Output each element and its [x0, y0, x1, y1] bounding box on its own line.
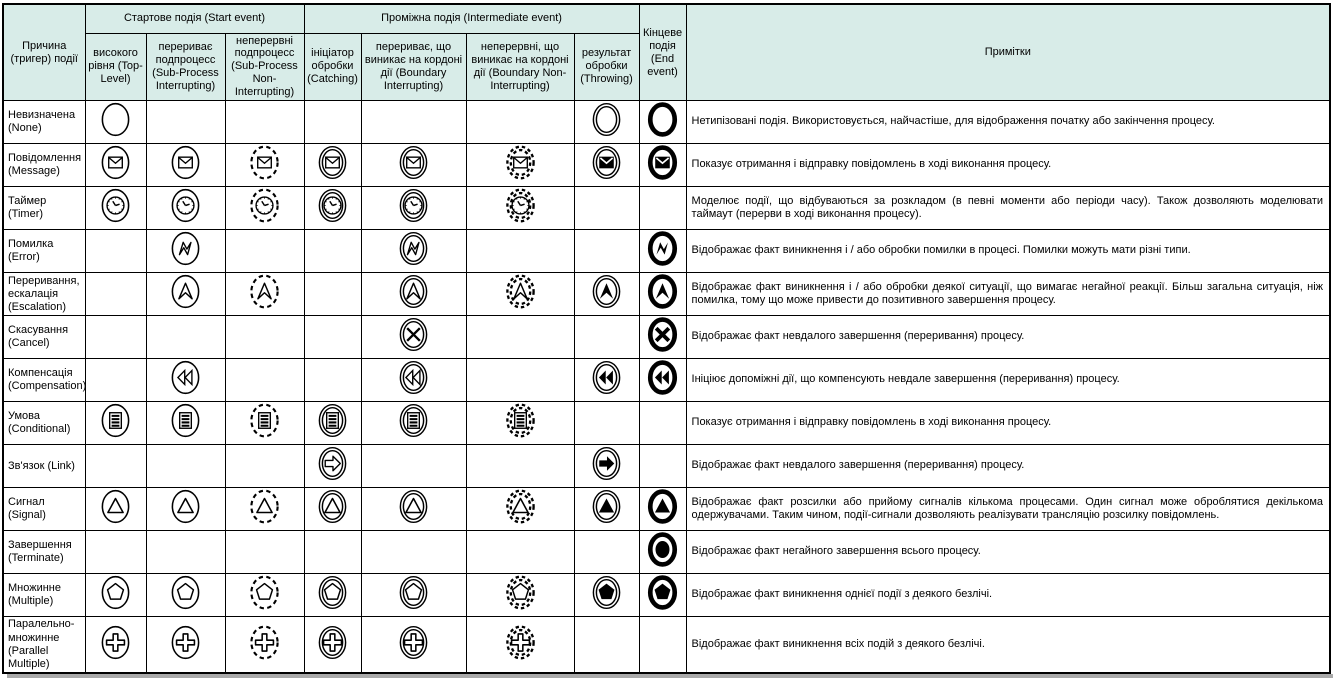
conditional-event-single-dashed-icon — [248, 402, 281, 439]
note-cell-terminate: Відображає факт негайного завершення всього процесу. — [686, 531, 1330, 574]
event-cell — [146, 316, 225, 359]
escalation-event-thick-filled-icon — [646, 273, 679, 310]
signal-event-single-icon — [99, 488, 132, 525]
event-cell — [361, 187, 466, 230]
event-cell — [146, 144, 225, 187]
event-cell — [574, 617, 639, 673]
event-cell — [466, 101, 574, 144]
event-cell — [466, 445, 574, 488]
parallel-event-double-dashed-icon — [504, 624, 537, 661]
event-cell — [225, 144, 304, 187]
event-cell — [574, 574, 639, 617]
table-header — [3, 4, 1330, 101]
event-cell — [361, 488, 466, 531]
header-catching: ініціатор обробки (Catching) — [304, 33, 361, 101]
timer-event-single-dashed-icon — [248, 187, 281, 224]
event-type-label-multiple: Множинне (Multiple) — [3, 574, 85, 617]
compensation-event-single-icon — [169, 359, 202, 396]
event-cell — [466, 144, 574, 187]
table-body — [3, 101, 1330, 673]
event-cell — [361, 445, 466, 488]
event-cell — [225, 273, 304, 316]
event-cell — [85, 101, 146, 144]
event-row-terminate — [3, 531, 1330, 574]
event-cell — [574, 273, 639, 316]
event-cell — [225, 230, 304, 273]
event-cell — [361, 402, 466, 445]
signal-event-double-icon — [316, 488, 349, 525]
event-type-label-compensation: Компенсація (Compensation) — [3, 359, 85, 402]
event-type-label-cancel: Скасування (Cancel) — [3, 316, 85, 359]
multiple-event-thick-filled-icon — [646, 574, 679, 611]
event-cell — [639, 402, 686, 445]
event-cell — [225, 101, 304, 144]
event-row-timer — [3, 187, 1330, 230]
event-cell — [146, 445, 225, 488]
event-cell — [146, 187, 225, 230]
compensation-event-double-filled-icon — [590, 359, 623, 396]
note-cell-signal: Відображає факт розсилки або прийому сигналів кількома процесами. Один сигнал може оброблятися декількома одержувачами. Таким чином, події-сигнали дозволяють реалізувати трансляцію розсилку повідомлень. — [686, 488, 1330, 531]
multiple-event-double-filled-icon — [590, 574, 623, 611]
message-event-single-dashed-icon — [248, 144, 281, 181]
link-event-double-filled-icon — [590, 445, 623, 482]
multiple-event-single-icon — [169, 574, 202, 611]
event-cell — [304, 402, 361, 445]
event-cell — [225, 617, 304, 673]
event-cell — [85, 316, 146, 359]
signal-event-single-dashed-icon — [248, 488, 281, 525]
event-cell — [466, 359, 574, 402]
event-cell — [361, 531, 466, 574]
event-cell — [466, 230, 574, 273]
timer-event-double-icon — [397, 187, 430, 224]
event-cell — [85, 531, 146, 574]
event-cell — [85, 402, 146, 445]
event-row-parallel-multiple — [3, 617, 1330, 673]
event-cell — [225, 187, 304, 230]
event-cell — [639, 101, 686, 144]
event-cell — [85, 488, 146, 531]
event-cell — [574, 488, 639, 531]
escalation-event-double-icon — [397, 273, 430, 310]
note-cell-timer: Моделює події, що відбуваються за розкладом (в певні моменти або періоди часу). Також дозволяють моделювати таймаут (перерви в ході виконання процесу). — [686, 187, 1330, 230]
event-cell — [361, 230, 466, 273]
cancel-event-double-icon — [397, 316, 430, 353]
event-row-escalation — [3, 273, 1330, 316]
note-cell-compensation: Ініціює допоміжні дії, що компенсують невдале завершення (переривання) процесу. — [686, 359, 1330, 402]
event-cell — [85, 187, 146, 230]
event-cell — [574, 144, 639, 187]
conditional-event-double-dashed-icon — [504, 402, 537, 439]
signal-event-double-icon — [397, 488, 430, 525]
event-cell — [146, 402, 225, 445]
event-cell — [304, 574, 361, 617]
event-cell — [146, 617, 225, 673]
event-cell — [466, 187, 574, 230]
event-cell — [361, 617, 466, 673]
header-sub-interrupting: перериває подпроцесс (Sub-Process Interrupting) — [146, 33, 225, 101]
header-group-start: Стартове подія (Start event) — [85, 4, 304, 33]
note-cell-cancel: Відображає факт невдалого завершення (переривання) процесу. — [686, 316, 1330, 359]
timer-event-single-icon — [169, 187, 202, 224]
event-cell — [574, 101, 639, 144]
event-cell — [574, 531, 639, 574]
event-cell — [361, 101, 466, 144]
event-cell — [304, 273, 361, 316]
message-event-single-icon — [169, 144, 202, 181]
event-cell — [225, 445, 304, 488]
signal-event-thick-filled-icon — [646, 488, 679, 525]
event-row-conditional — [3, 402, 1330, 445]
event-cell — [574, 230, 639, 273]
event-cell — [361, 574, 466, 617]
signal-event-double-filled-icon — [590, 488, 623, 525]
error-event-double-icon — [397, 230, 430, 267]
event-cell — [304, 316, 361, 359]
escalation-event-double-dashed-icon — [504, 273, 537, 310]
message-event-double-dashed-icon — [504, 144, 537, 181]
event-type-label-signal: Сигнал (Signal) — [3, 488, 85, 531]
message-event-single-icon — [99, 144, 132, 181]
escalation-event-single-icon — [169, 273, 202, 310]
event-cell — [85, 273, 146, 316]
event-cell — [225, 574, 304, 617]
note-cell-multiple: Відображає факт виникнення однієї події з деякого безлічі. — [686, 574, 1330, 617]
event-cell — [304, 101, 361, 144]
event-type-label-error: Помилка (Error) — [3, 230, 85, 273]
signal-event-double-dashed-icon — [504, 488, 537, 525]
event-type-label-message: Повідомлення (Message) — [3, 144, 85, 187]
event-cell — [466, 316, 574, 359]
multiple-event-single-dashed-icon — [248, 574, 281, 611]
conditional-event-double-icon — [316, 402, 349, 439]
event-row-none — [3, 101, 1330, 144]
event-row-error — [3, 230, 1330, 273]
event-cell — [146, 359, 225, 402]
none-event-single-icon — [99, 101, 132, 138]
event-cell — [639, 316, 686, 359]
event-cell — [85, 445, 146, 488]
note-cell-link: Відображає факт невдалого завершення (переривання) процесу. — [686, 445, 1330, 488]
event-row-link — [3, 445, 1330, 488]
none-event-thick-icon — [646, 101, 679, 138]
escalation-event-double-filled-icon — [590, 273, 623, 310]
event-cell — [574, 445, 639, 488]
event-row-signal — [3, 488, 1330, 531]
event-cell — [639, 273, 686, 316]
message-event-double-filled-icon — [590, 144, 623, 181]
event-cell — [639, 359, 686, 402]
event-cell — [574, 402, 639, 445]
terminate-event-thick-filled-icon — [646, 531, 679, 568]
parallel-event-single-icon — [169, 624, 202, 661]
event-type-label-none: Невизначена (None) — [3, 101, 85, 144]
event-cell — [304, 359, 361, 402]
conditional-event-single-icon — [99, 402, 132, 439]
note-cell-message: Показує отримання і відправку повідомлень в ході виконання процесу. — [686, 144, 1330, 187]
event-cell — [639, 574, 686, 617]
event-cell — [304, 488, 361, 531]
none-event-double-icon — [590, 101, 623, 138]
error-event-single-icon — [169, 230, 202, 267]
event-cell — [225, 359, 304, 402]
note-cell-conditional: Показує отримання і відправку повідомлень в ході виконання процесу. — [686, 402, 1330, 445]
header-boundary-non-interrupting: неперервні, що виникає на кордоні дії (Boundary Non-Interrupting) — [466, 33, 574, 101]
event-cell — [466, 488, 574, 531]
header-end: Кінцеве подія (End event) — [639, 4, 686, 101]
header-trigger: Причина (тригер) події — [3, 4, 85, 101]
event-type-label-timer: Таймер (Timer) — [3, 187, 85, 230]
event-cell — [304, 617, 361, 673]
cancel-event-thick-filled-icon — [646, 316, 679, 353]
event-cell — [225, 316, 304, 359]
message-event-thick-filled-icon — [646, 144, 679, 181]
event-cell — [466, 273, 574, 316]
event-cell — [466, 402, 574, 445]
event-cell — [304, 187, 361, 230]
error-event-thick-filled-icon — [646, 230, 679, 267]
parallel-event-single-dashed-icon — [248, 624, 281, 661]
event-row-cancel — [3, 316, 1330, 359]
parallel-event-double-icon — [397, 624, 430, 661]
event-cell — [466, 531, 574, 574]
header-throwing: результат обробки (Throwing) — [574, 33, 639, 101]
events-table — [2, 3, 1331, 674]
timer-event-double-dashed-icon — [504, 187, 537, 224]
event-cell — [361, 144, 466, 187]
event-type-label-conditional: Умова (Conditional) — [3, 402, 85, 445]
multiple-event-double-icon — [316, 574, 349, 611]
event-cell — [225, 488, 304, 531]
event-cell — [85, 144, 146, 187]
multiple-event-double-dashed-icon — [504, 574, 537, 611]
event-cell — [146, 230, 225, 273]
header-boundary-interrupting: перериває, що виникає на кордоні дії (Boundary Interrupting) — [361, 33, 466, 101]
event-cell — [85, 359, 146, 402]
event-type-label-link: Зв'язок (Link) — [3, 445, 85, 488]
event-cell — [85, 574, 146, 617]
event-type-label-parallel-multiple: Паралельно-множинне (Parallel Multiple) — [3, 617, 85, 673]
event-cell — [361, 273, 466, 316]
timer-event-double-icon — [316, 187, 349, 224]
event-cell — [466, 617, 574, 673]
event-cell — [361, 316, 466, 359]
event-cell — [361, 359, 466, 402]
event-cell — [304, 230, 361, 273]
event-cell — [85, 617, 146, 673]
event-cell — [225, 402, 304, 445]
timer-event-single-icon — [99, 187, 132, 224]
event-cell — [225, 531, 304, 574]
event-cell — [85, 230, 146, 273]
event-cell — [639, 488, 686, 531]
event-cell — [639, 187, 686, 230]
event-cell — [304, 144, 361, 187]
event-cell — [639, 445, 686, 488]
event-cell — [146, 273, 225, 316]
header-group-intermediate: Проміжна подія (Intermediate event) — [304, 4, 639, 33]
conditional-event-single-icon — [169, 402, 202, 439]
event-cell — [574, 187, 639, 230]
escalation-event-single-dashed-icon — [248, 273, 281, 310]
event-row-message — [3, 144, 1330, 187]
event-cell — [146, 101, 225, 144]
header-notes: Примітки — [686, 4, 1330, 101]
event-cell — [304, 531, 361, 574]
event-cell — [639, 617, 686, 673]
table-drop-shadow — [7, 674, 1333, 678]
note-cell-none: Нетипізовані подія. Використовується, найчастіше, для відображення початку або закінчення процесу. — [686, 101, 1330, 144]
compensation-event-thick-filled-icon — [646, 359, 679, 396]
event-cell — [639, 531, 686, 574]
link-event-double-icon — [316, 445, 349, 482]
note-cell-parallel-multiple: Відображає факт виникнення всіх подій з деякого безлічі. — [686, 617, 1330, 673]
event-row-multiple — [3, 574, 1330, 617]
signal-event-single-icon — [169, 488, 202, 525]
event-type-label-terminate: Завершення (Terminate) — [3, 531, 85, 574]
event-cell — [639, 144, 686, 187]
message-event-double-icon — [397, 144, 430, 181]
event-cell — [304, 445, 361, 488]
note-cell-error: Відображає факт виникнення і / або обробки помилки в процесі. Помилки можуть мати різні типи. — [686, 230, 1330, 273]
parallel-event-single-icon — [99, 624, 132, 661]
conditional-event-double-icon — [397, 402, 430, 439]
event-cell — [146, 488, 225, 531]
compensation-event-double-icon — [397, 359, 430, 396]
event-cell — [146, 574, 225, 617]
multiple-event-double-icon — [397, 574, 430, 611]
event-row-compensation — [3, 359, 1330, 402]
parallel-event-double-icon — [316, 624, 349, 661]
multiple-event-single-icon — [99, 574, 132, 611]
message-event-double-icon — [316, 144, 349, 181]
header-top-level: високого рівня (Top-Level) — [85, 33, 146, 101]
event-cell — [639, 230, 686, 273]
note-cell-escalation: Відображає факт виникнення і / або обробки деякої ситуації, що вимагає негайної реакції. Більш загальна ситуація, ніж помилка, тому що може привести до позитивного завершення процесу. — [686, 273, 1330, 316]
event-type-label-escalation: Переривання, ескалація (Escalation) — [3, 273, 85, 316]
event-cell — [574, 359, 639, 402]
header-sub-non-interrupting: неперервні подпроцесс (Sub-Process Non-Interrupting) — [225, 33, 304, 101]
event-cell — [146, 531, 225, 574]
event-cell — [466, 574, 574, 617]
event-cell — [574, 316, 639, 359]
